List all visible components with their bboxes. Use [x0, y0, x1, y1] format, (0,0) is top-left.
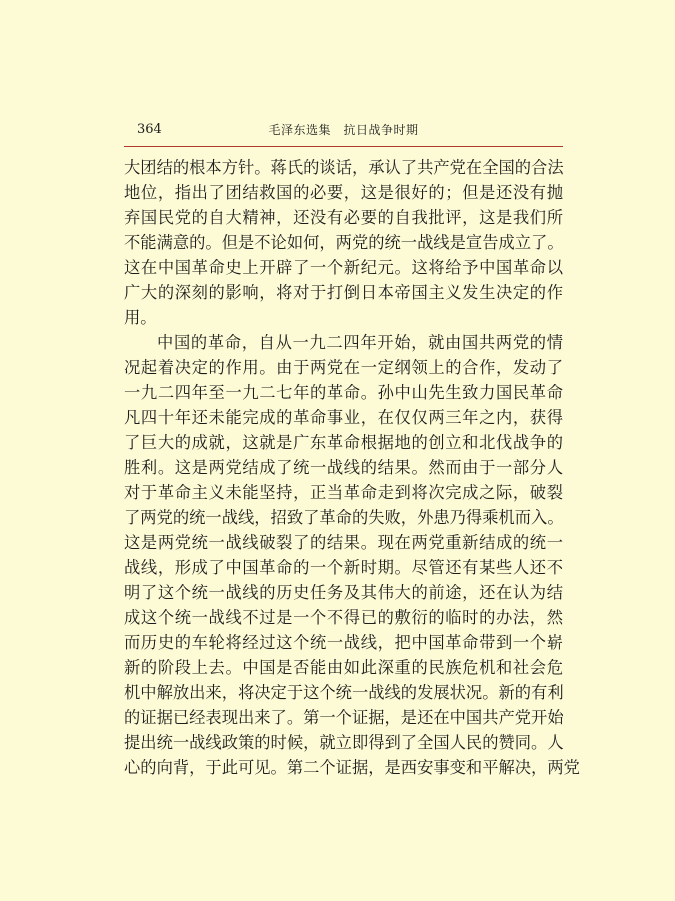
- text-line: 了两党的统一战线，招致了革命的失败，外患乃得乘机而入。: [124, 508, 564, 527]
- text-line: 胜利。这是两党结成了统一战线的结果。然而由于一部分人: [124, 458, 563, 477]
- text-line: 新的阶段上去。中国是否能由如此深重的民族危机和社会危: [124, 658, 563, 677]
- text-line: 一九二四年至一九二七年的革命。孙中山先生致力国民革命: [124, 383, 563, 402]
- text-line: 广大的深刻的影响，将对于打倒日本帝国主义发生决定的作: [124, 283, 563, 302]
- text-line: 了巨大的成就，这就是广东革命根据地的创立和北伐战争的: [124, 433, 563, 452]
- text-line: 对于革命主义未能坚持，正当革命走到将次完成之际，破裂: [124, 483, 563, 502]
- text-line: 凡四十年还未能完成的革命事业，在仅仅两三年之内，获得: [124, 408, 563, 427]
- text-line: 不能满意的。但是不论如何，两党的统一战线是宣告成立了。: [124, 233, 564, 252]
- text-line: 明了这个统一战线的历史任务及其伟大的前途，还在认为结: [124, 583, 563, 602]
- text-line: 地位，指出了团结救国的必要，这是很好的；但是还没有抛: [124, 183, 563, 202]
- text-line: 的证据已经表现出来了。第一个证据，是还在中国共产党开始: [124, 708, 564, 727]
- paragraph-end-line: 用。: [124, 308, 157, 327]
- text-line: 大团结的根本方针。蒋氏的谈话，承认了共产党在全国的合法: [124, 158, 564, 177]
- text-line: 战线，形成了中国革命的一个新时期。尽管还有某些人还不: [124, 558, 563, 577]
- text-line: 这是两党统一战线破裂了的结果。现在两党重新结成的统一: [124, 533, 563, 552]
- page-number: 364: [137, 122, 162, 137]
- text-line: 心的向背，于此可见。第二个证据，是西安事变和平解决，两党: [124, 758, 580, 777]
- text-line: 而历史的车轮将经过这个统一战线，把中国革命带到一个崭: [124, 633, 563, 652]
- text-line: 这在中国革命史上开辟了一个新纪元。这将给予中国革命以: [124, 258, 563, 277]
- text-line: 机中解放出来，将决定于这个统一战线的发展状况。新的有利: [124, 683, 564, 702]
- header-divider: [124, 146, 563, 147]
- text-line: 弃国民党的自大精神，还没有必要的自我批评，这是我们所: [124, 208, 563, 227]
- body-text: [124, 155, 580, 780]
- text-line: 成这个统一战线不过是一个不得已的敷衍的临时的办法，然: [124, 608, 563, 627]
- text-line: 提出统一战线政策的时候，就立即得到了全国人民的赞同。人: [124, 733, 564, 752]
- running-header: [124, 120, 563, 142]
- text-line: 况起着决定的作用。由于两党在一定纲领上的合作，发动了: [124, 358, 563, 377]
- running-title: 毛泽东选集 抗日战争时期: [268, 123, 419, 137]
- paragraph-first-line: 中国的革命，自从一九二四年开始，就由国共两党的情: [157, 333, 563, 352]
